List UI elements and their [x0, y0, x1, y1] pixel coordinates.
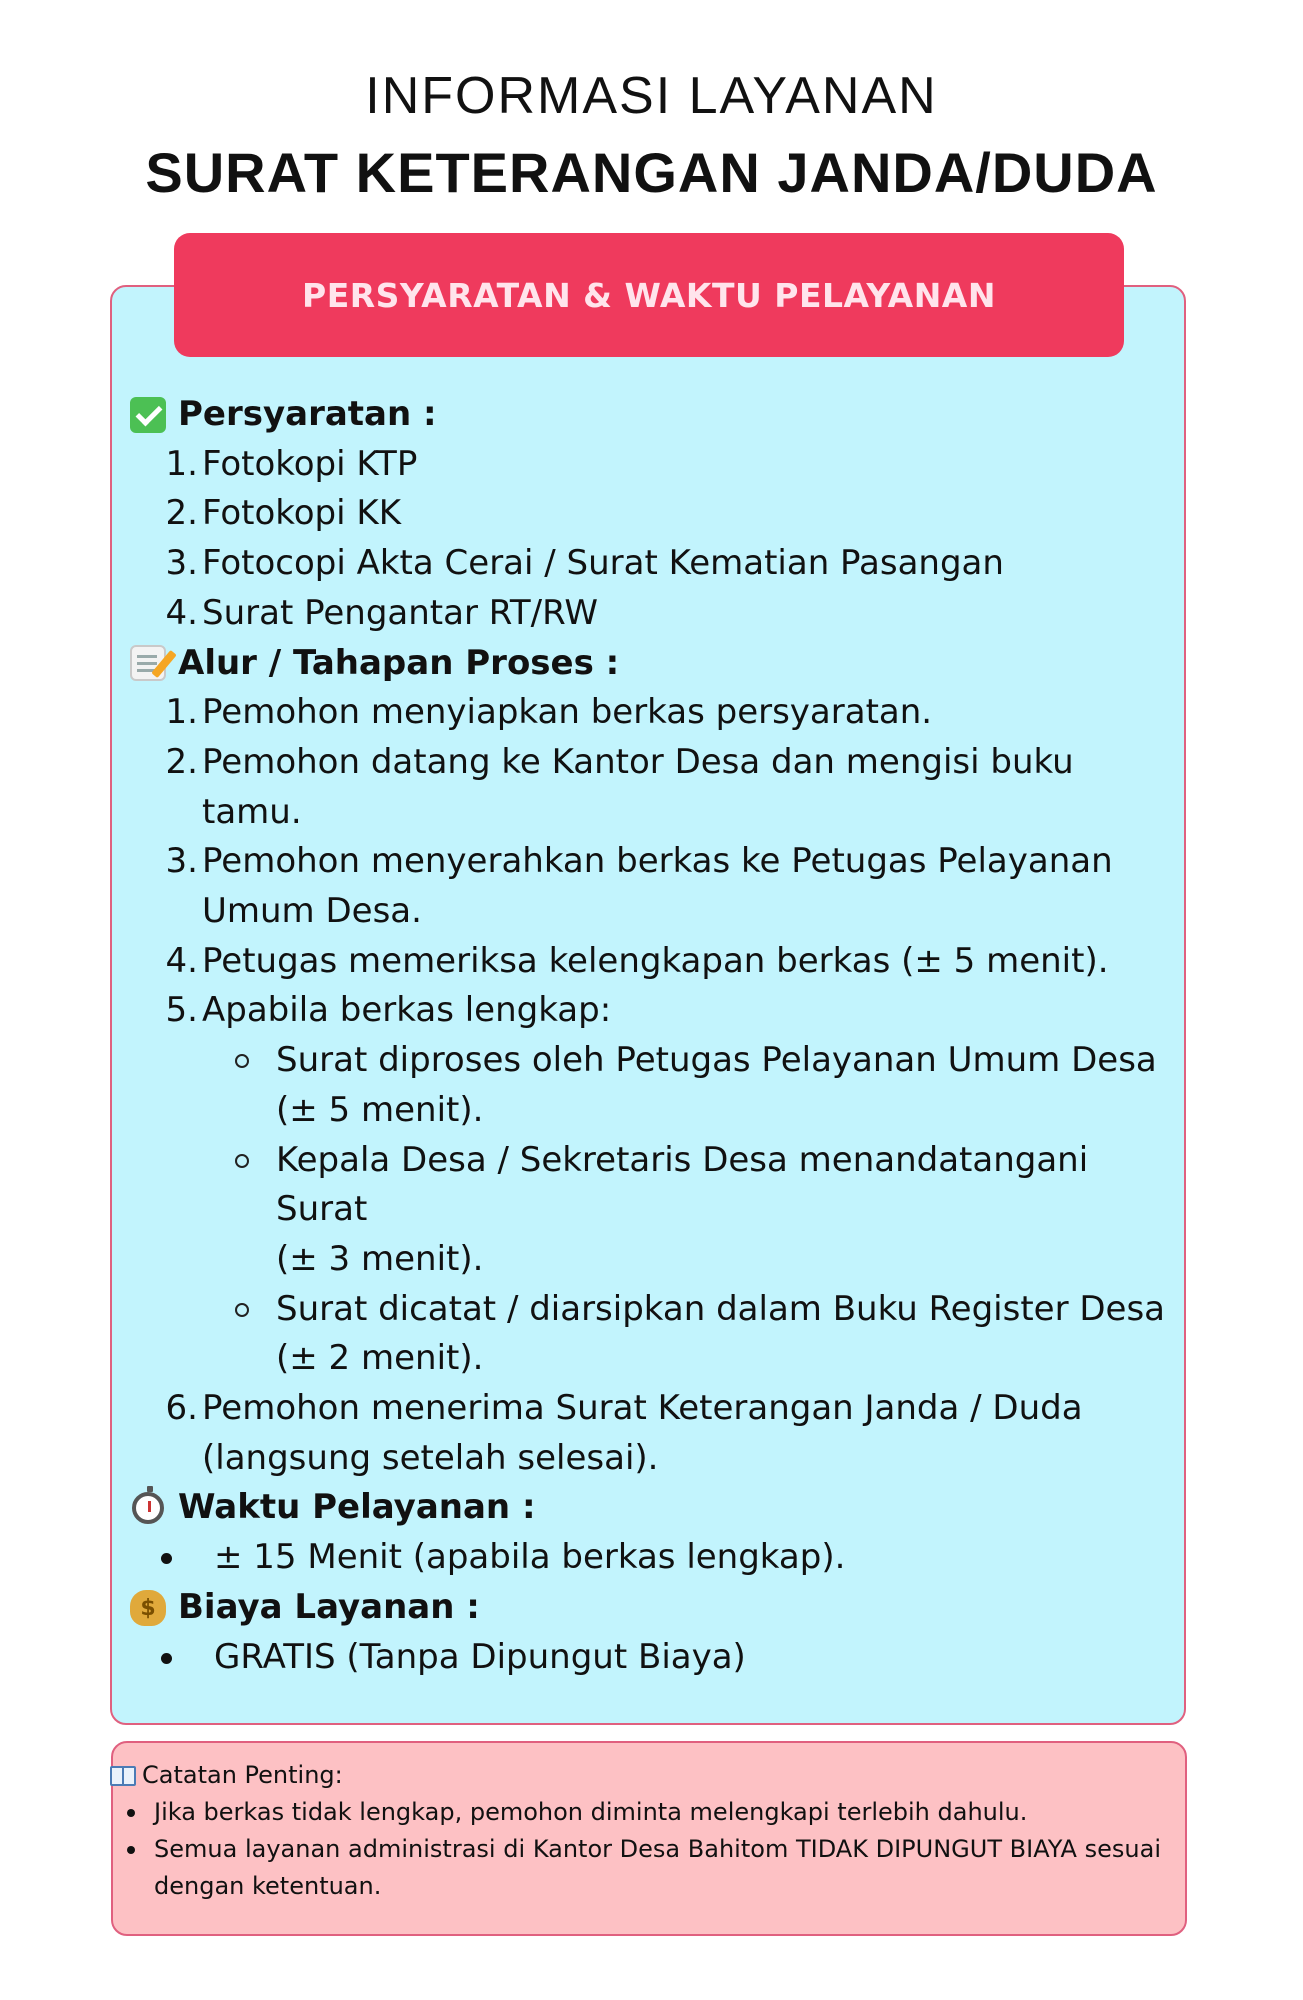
- memo-icon: [130, 645, 166, 681]
- list-text-line: Pemohon menerima Surat Keterangan Janda / Duda: [202, 1388, 1083, 1429]
- sub-list-text: [276, 1136, 1170, 1285]
- list-text: [202, 937, 1170, 987]
- note-heading: [110, 1757, 1175, 1794]
- list-item: [130, 489, 1170, 539]
- list-number: 5.: [165, 990, 198, 1031]
- list-text-line: (langsung setelah selesai).: [202, 1437, 659, 1478]
- list-text: GRATIS (Tanpa Dipungut Biaya): [214, 1636, 746, 1677]
- list-text-line: tamu.: [202, 791, 302, 832]
- list-number: 4.: [165, 940, 198, 981]
- sub-list-text: [276, 1285, 1170, 1384]
- list-item: [130, 1384, 1170, 1483]
- list-text: Fotokopi KTP: [202, 443, 418, 484]
- list-text: Surat Pengantar RT/RW: [202, 592, 598, 633]
- service-time-heading: [130, 1483, 1170, 1533]
- list-text-line: (± 3 menit).: [276, 1238, 484, 1279]
- list-text: [202, 837, 1170, 936]
- note-item: [110, 1831, 1175, 1905]
- list-text: [202, 1384, 1170, 1483]
- list-item: [130, 1633, 1170, 1683]
- circle-bullet-icon: [214, 1285, 276, 1384]
- list-text-line: (± 5 menit).: [276, 1089, 484, 1130]
- list-item: [130, 837, 1170, 936]
- fee-title: Biaya Layanan :: [178, 1586, 480, 1627]
- info-content: [130, 390, 1170, 1682]
- list-text-line: Umum Desa.: [202, 891, 422, 932]
- bullet-icon: [110, 1831, 154, 1905]
- sub-list-item: [130, 1036, 1170, 1135]
- note-text: Semua layanan administrasi di Kantor Desa Bahitom TIDAK DIPUNGUT BIAYA sesuai dengan ketentuan.: [154, 1835, 1161, 1900]
- bullet-icon: [130, 1633, 214, 1683]
- list-text-line: Pemohon menyiapkan berkas persyaratan.: [202, 692, 933, 733]
- list-number: 2.: [165, 493, 198, 534]
- requirements-title: Persyaratan :: [178, 394, 437, 434]
- section-banner: PERSYARATAN & WAKTU PELAYANAN: [174, 233, 1124, 357]
- process-title: Alur / Tahapan Proses :: [178, 642, 620, 683]
- list-number: 4.: [165, 592, 198, 633]
- list-item: [130, 937, 1170, 987]
- header-subtitle: INFORMASI LAYANAN: [365, 67, 938, 125]
- list-text: [202, 986, 1170, 1036]
- check-mark-icon: [130, 397, 166, 433]
- process-heading: [130, 639, 1170, 689]
- important-note: [110, 1757, 1175, 1905]
- list-number: 1.: [165, 692, 198, 733]
- list-number: 3.: [165, 841, 198, 882]
- list-item: [130, 1533, 1170, 1583]
- list-item: [130, 589, 1170, 639]
- money-bag-icon: [130, 1590, 166, 1626]
- list-item: [130, 440, 1170, 490]
- list-text-line: Petugas memeriksa kelengkapan berkas (± 5 menit).: [202, 940, 1109, 981]
- list-item: [130, 986, 1170, 1036]
- sub-list-item: [130, 1136, 1170, 1285]
- list-text-line: Surat dicatat / diarsipkan dalam Buku Register Desa: [276, 1288, 1166, 1329]
- list-text-line: (± 2 menit).: [276, 1338, 484, 1379]
- circle-bullet-icon: [214, 1136, 276, 1285]
- note-title: Catatan Penting:: [142, 1761, 343, 1789]
- service-time-title: Waktu Pelayanan :: [178, 1487, 536, 1528]
- list-text-line: Apabila berkas lengkap:: [202, 990, 612, 1031]
- list-text: Fotokopi KK: [202, 493, 401, 534]
- sub-list-item: [130, 1285, 1170, 1384]
- list-item: [130, 539, 1170, 589]
- list-text-line: Pemohon datang ke Kantor Desa dan mengisi buku: [202, 741, 1074, 782]
- list-item: [130, 738, 1170, 837]
- fee-heading: [130, 1583, 1170, 1633]
- list-text-line: Pemohon menyerahkan berkas ke Petugas Pelayanan: [202, 841, 1113, 882]
- list-text: Fotocopi Akta Cerai / Surat Kematian Pasangan: [202, 543, 1004, 584]
- list-number: 3.: [165, 543, 198, 584]
- open-book-icon: [110, 1766, 136, 1786]
- bullet-icon: [110, 1794, 154, 1831]
- list-number: 6.: [165, 1388, 198, 1429]
- sub-list-text: [276, 1036, 1170, 1135]
- list-item: [130, 688, 1170, 738]
- list-text-line: Surat diproses oleh Petugas Pelayanan Umum Desa: [276, 1040, 1157, 1081]
- list-text: ± 15 Menit (apabila berkas lengkap).: [214, 1537, 846, 1578]
- bullet-icon: [130, 1533, 214, 1583]
- circle-bullet-icon: [214, 1036, 276, 1135]
- list-text: [202, 738, 1170, 837]
- list-text: [202, 688, 1170, 738]
- list-number: 2.: [165, 741, 198, 782]
- page-title: SURAT KETERANGAN JANDA/DUDA: [145, 141, 1158, 204]
- stopwatch-icon: [132, 1492, 164, 1524]
- note-text: Jika berkas tidak lengkap, pemohon diminta melengkapi terlebih dahulu.: [154, 1798, 1028, 1826]
- list-number: 1.: [165, 443, 198, 484]
- requirements-heading: [130, 390, 1170, 440]
- note-item: [110, 1794, 1175, 1831]
- list-text-line: Kepala Desa / Sekretaris Desa menandatangani Surat: [276, 1139, 1089, 1230]
